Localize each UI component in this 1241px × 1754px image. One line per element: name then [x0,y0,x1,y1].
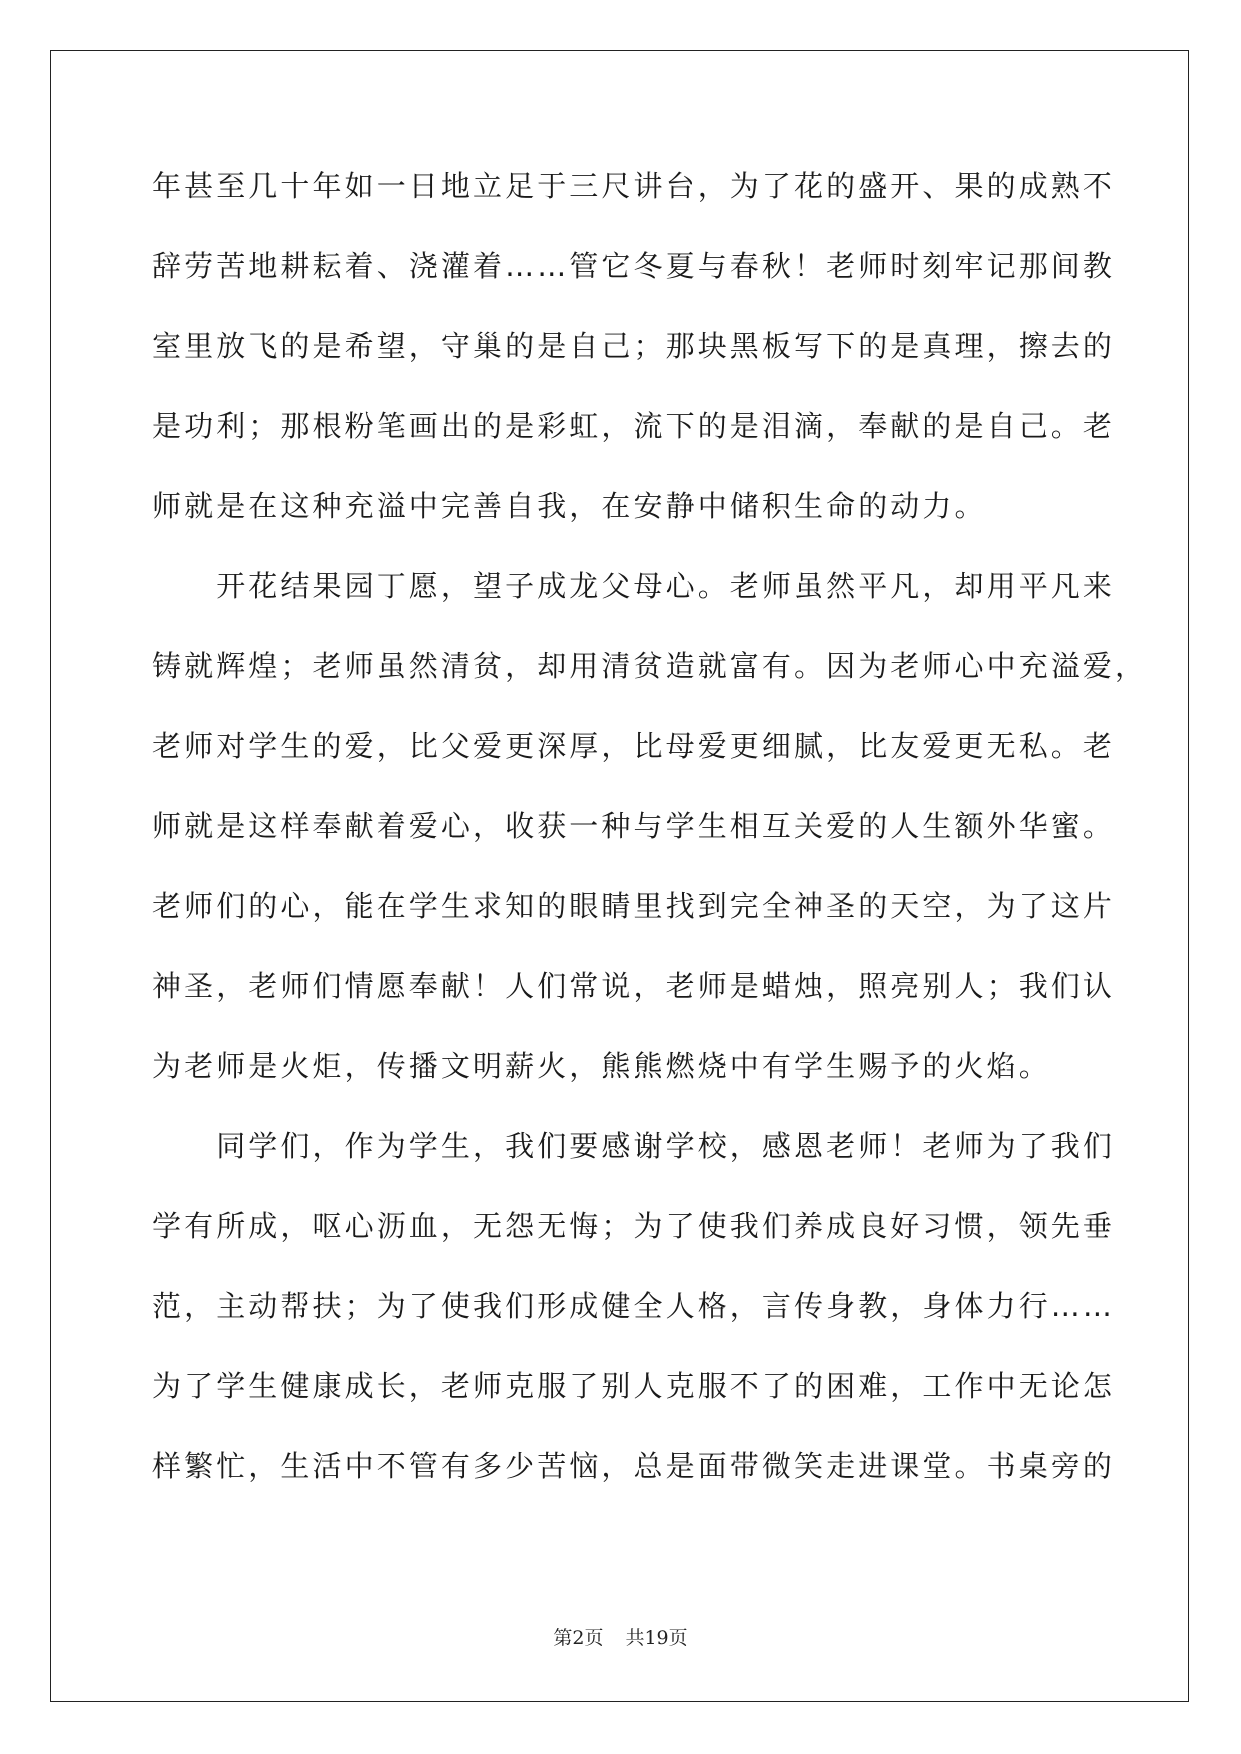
body-text-line: 样繁忙，生活中不管有多少苦恼，总是面带微笑走进课堂。书桌旁的 [152,1449,1116,1483]
body-text-line: 铸就辉煌；老师虽然清贫，却用清贫造就富有。因为老师心中充溢爱， [152,649,1148,683]
page-number: 第2页 [553,1627,604,1649]
body-text-line: 室里放飞的是希望，守巢的是自己；那块黑板写下的是真理，擦去的 [152,329,1116,363]
body-text-line: 老师对学生的爱，比父爱更深厚，比母爱更细腻，比友爱更无私。老 [152,729,1116,763]
page-footer [0,1626,1241,1650]
body-text-line: 为老师是火炬，传播文明薪火，熊熊燃烧中有学生赐予的火焰。 [152,1049,1051,1083]
body-text-line: 为了学生健康成长，老师克服了别人克服不了的困难，工作中无论怎 [152,1369,1116,1403]
page-total: 共19页 [625,1627,688,1649]
body-text-line: 范，主动帮扶；为了使我们形成健全人格，言传身教，身体力行…… [152,1289,1116,1323]
body-text-line: 学有所成，呕心沥血，无怨无悔；为了使我们养成良好习惯，领先垂 [152,1209,1116,1243]
body-text-line: 同学们，作为学生，我们要感谢学校，感恩老师！老师为了我们 [152,1129,1116,1163]
body-text-line: 神圣，老师们情愿奉献！人们常说，老师是蜡烛，照亮别人；我们认 [152,969,1116,1003]
body-text-line: 年甚至几十年如一日地立足于三尺讲台，为了花的盛开、果的成熟不 [152,169,1116,203]
body-text-line: 师就是在这种充溢中完善自我，在安静中储积生命的动力。 [152,489,987,523]
body-text-line: 辞劳苦地耕耘着、浇灌着……管它冬夏与春秋！老师时刻牢记那间教 [152,249,1116,283]
body-text-line: 是功利；那根粉笔画出的是彩虹，流下的是泪滴，奉献的是自己。老 [152,409,1116,443]
body-text-line: 开花结果园丁愿，望子成龙父母心。老师虽然平凡，却用平凡来 [152,569,1116,603]
body-text-line: 师就是这样奉献着爱心，收获一种与学生相互关爱的人生额外华蜜。 [152,809,1116,843]
body-text-line: 老师们的心，能在学生求知的眼睛里找到完全神圣的天空，为了这片 [152,889,1116,923]
